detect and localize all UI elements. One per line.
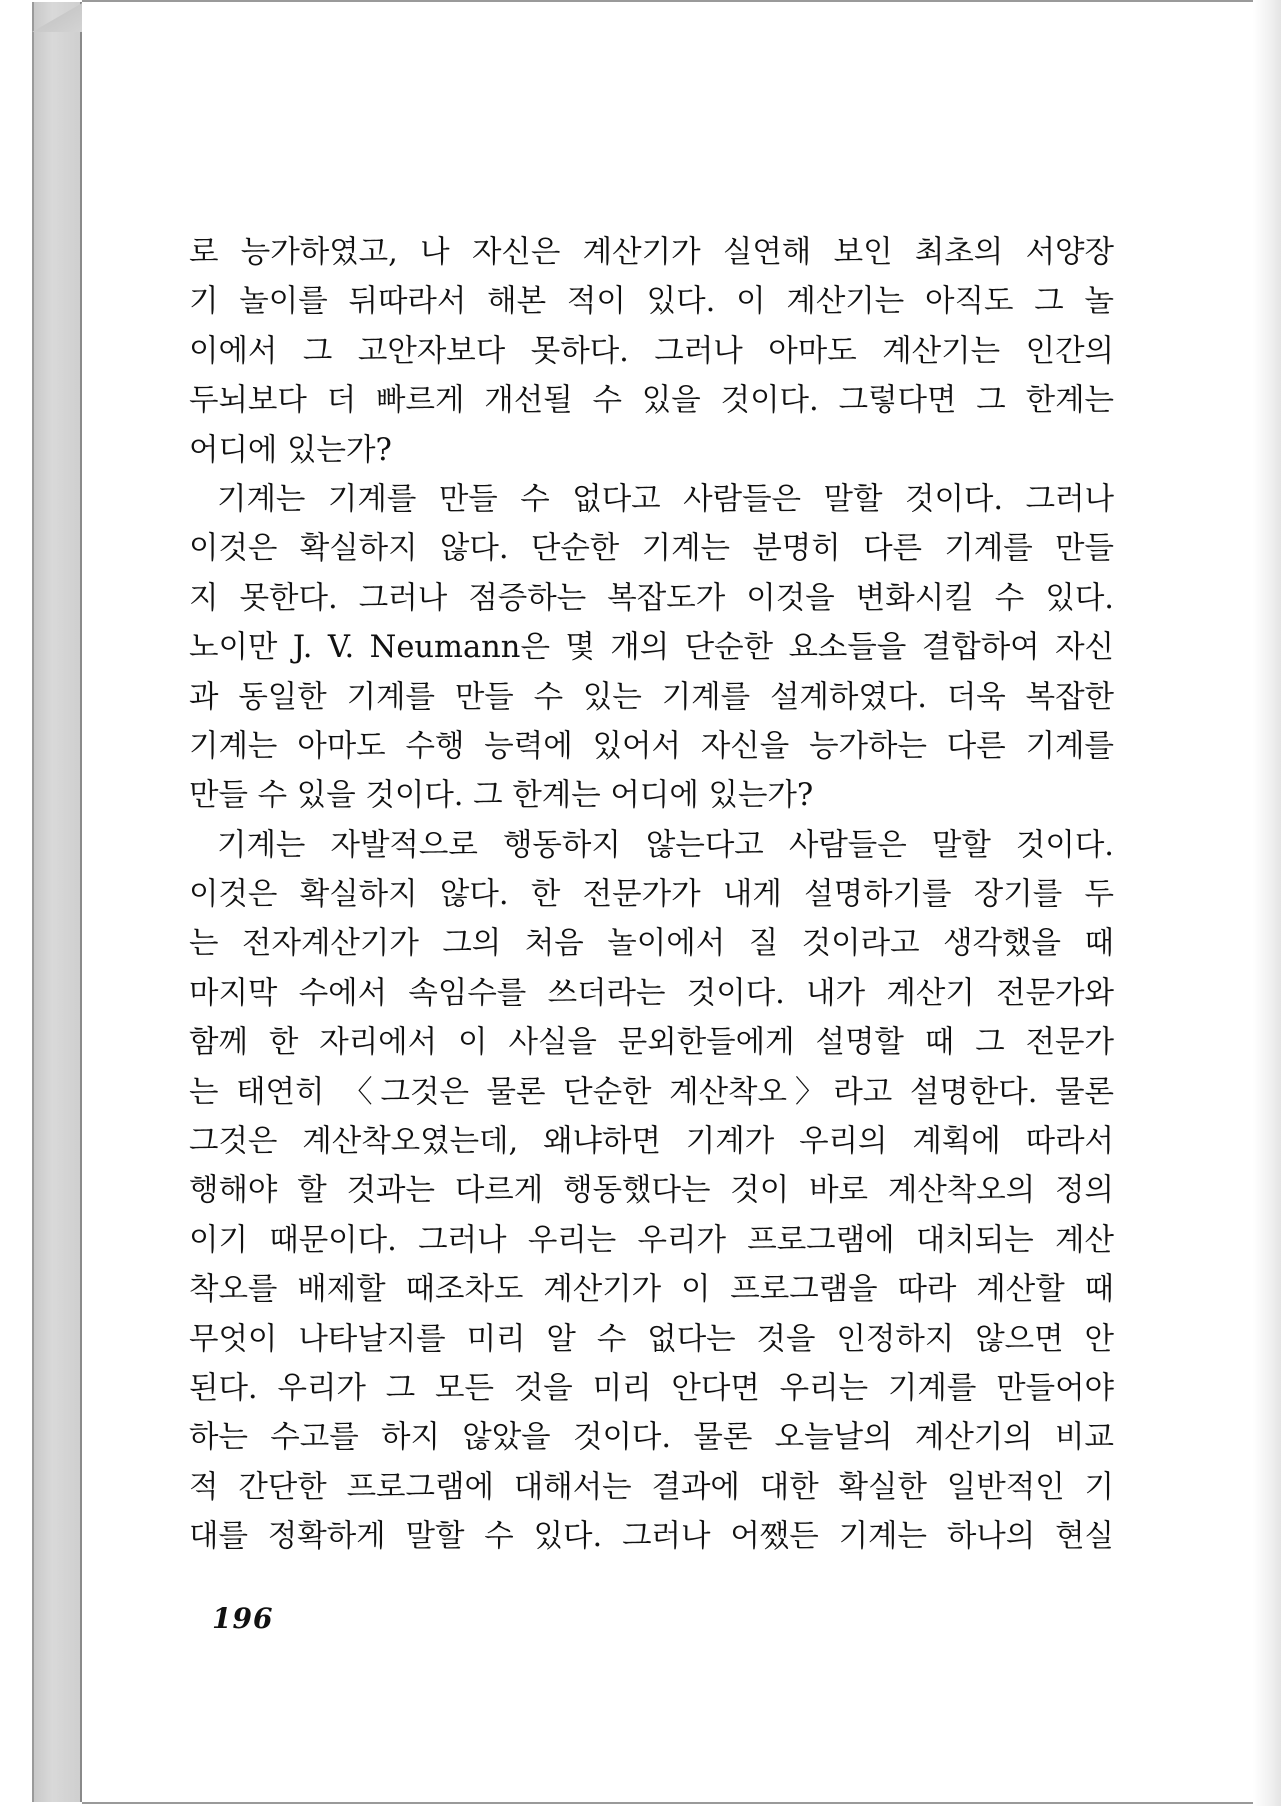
- text-line: 무엇이 나타날지를 미리 알 수 없다는 것을 인정하지 않으면 안: [189, 1321, 1114, 1357]
- text-line: 두뇌보다 더 빠르게 개선될 수 있을 것이다. 그렇다면 그 한계는: [189, 383, 1114, 419]
- text-line: 이기 때문이다. 그러나 우리는 우리가 프로그램에 대치되는 계산: [189, 1222, 1114, 1258]
- text-line: 이것은 확실하지 않다. 단순한 기계는 분명히 다른 기계를 만들: [189, 531, 1114, 567]
- text-line: 만들 수 있을 것이다. 그 한계는 어디에 있는가?: [189, 778, 814, 814]
- text-line: 기계는 아마도 수행 능력에 있어서 자신을 능가하는 다른 기계를: [189, 728, 1114, 764]
- text-line: 는 태연히 〈그것은 물론 단순한 계산착오〉라고 설명한다. 물론: [189, 1074, 1114, 1110]
- text-line: 함께 한 자리에서 이 사실을 문외한들에게 설명할 때 그 전문가: [189, 1025, 1114, 1061]
- text-line: 지 못한다. 그러나 점증하는 복잡도가 이것을 변화시킬 수 있다.: [189, 580, 1114, 616]
- text-line: 기계는 자발적으로 행동하지 않는다고 사람들은 말할 것이다.: [217, 827, 1114, 863]
- page-edge-shadow: [1253, 0, 1281, 1806]
- text-line: 대를 정확하게 말할 수 있다. 그러나 어쨌든 기계는 하나의 현실: [189, 1519, 1114, 1555]
- body-text: [189, 228, 1114, 1562]
- text-line: 마지막 수에서 속임수를 쓰더라는 것이다. 내가 계산기 전문가와: [189, 975, 1114, 1011]
- text-line: 기 놀이를 뒤따라서 해본 적이 있다. 이 계산기는 아직도 그 놀: [189, 284, 1114, 320]
- text-line: 하는 수고를 하지 않았을 것이다. 물론 오늘날의 계산기의 비교: [189, 1420, 1114, 1456]
- text-line: 된다. 우리가 그 모든 것을 미리 안다면 우리는 기계를 만들어야: [189, 1370, 1114, 1406]
- text-line: 이것은 확실하지 않다. 한 전문가가 내게 설명하기를 장기를 두: [189, 877, 1114, 913]
- page-number: 196: [212, 1602, 274, 1635]
- text-line: 행해야 할 것과는 다르게 행동했다는 것이 바로 계산착오의 정의: [189, 1173, 1114, 1209]
- text-line: 는 전자계산기가 그의 처음 놀이에서 질 것이라고 생각했을 때: [189, 926, 1114, 962]
- text-line: 이에서 그 고안자보다 못하다. 그러나 아마도 계산기는 인간의: [189, 333, 1114, 369]
- text-line: 어디에 있는가?: [189, 432, 392, 468]
- book-spine: [32, 2, 82, 1802]
- text-line: 착오를 배제할 때조차도 계산기가 이 프로그램을 따라 계산할 때: [189, 1272, 1114, 1308]
- text-line: 그것은 계산착오였는데, 왜냐하면 기계가 우리의 계획에 따라서: [189, 1124, 1114, 1160]
- text-line: 로 능가하였고, 나 자신은 계산기가 실연해 보인 최초의 서양장: [189, 235, 1114, 270]
- text-line: 적 간단한 프로그램에 대해서는 결과에 대한 확실한 일반적인 기: [189, 1469, 1114, 1505]
- text-line: 기계는 기계를 만들 수 없다고 사람들은 말할 것이다. 그러나: [217, 481, 1114, 517]
- text-line: 노이만 J. V. Neumann은 몇 개의 단순한 요소들을 결합하여 자신: [189, 630, 1114, 666]
- text-line: 과 동일한 기계를 만들 수 있는 기계를 설계하였다. 더욱 복잡한: [189, 679, 1114, 715]
